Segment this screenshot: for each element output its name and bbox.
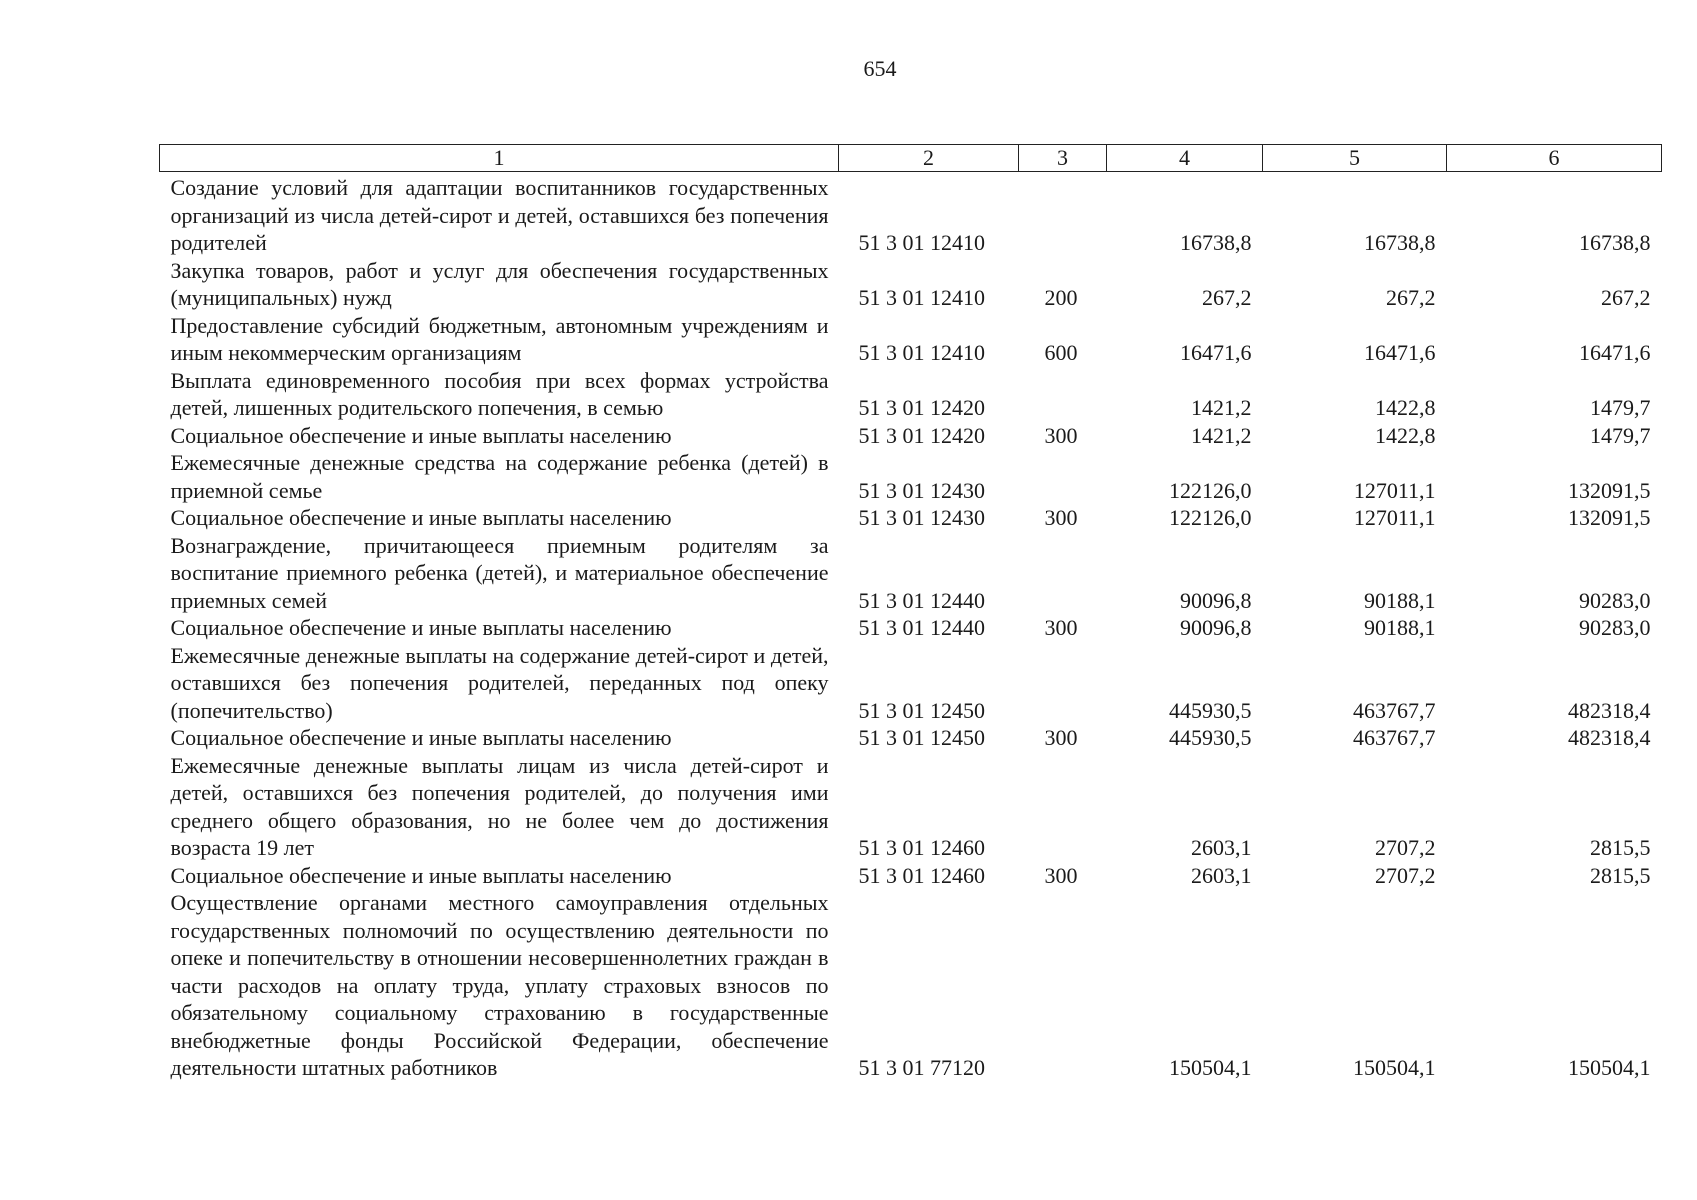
expense-type: 300 xyxy=(1044,725,1078,750)
expense-name: Создание условий для адаптации воспитанников государственных организаций из числа детей-сирот и детей, оставшихся без попечения родителей xyxy=(170,175,829,255)
target-code: 51 3 01 12440 xyxy=(858,615,985,640)
amount-year-2: 16471,6 xyxy=(1364,340,1436,365)
amount-year-1: 445930,5 xyxy=(1169,725,1252,750)
target-code: 51 3 01 77120 xyxy=(858,1055,985,1080)
amount-year-2: 127011,1 xyxy=(1353,505,1436,530)
target-code: 51 3 01 12450 xyxy=(858,697,985,723)
table-row xyxy=(160,889,1662,1082)
amount-year-1: 90096,8 xyxy=(1180,615,1252,640)
table-row xyxy=(160,532,1662,615)
expense-type xyxy=(1019,889,1107,1082)
amount-year-1: 1421,2 xyxy=(1191,422,1252,448)
column-header: 5 xyxy=(1263,145,1447,172)
expense-name: Закупка товаров, работ и услуг для обеспечения государственных (муниципальных) нужд xyxy=(170,257,829,310)
amount-year-2: 463767,7 xyxy=(1353,697,1436,723)
target-code: 51 3 01 12460 xyxy=(858,862,985,888)
amount-year-1: 267,2 xyxy=(1202,285,1252,310)
budget-table xyxy=(159,144,1662,1082)
amount-year-3: 132091,5 xyxy=(1568,477,1651,503)
expense-name: Выплата единовременного пособия при всех формах устройства детей, лишенных родительского попечения, в семью xyxy=(170,367,829,420)
target-code: 51 3 01 12410 xyxy=(858,340,985,365)
target-code: 51 3 01 12430 xyxy=(858,505,985,530)
expense-name: Социальное обеспечение и иные выплаты населению xyxy=(170,422,672,448)
expense-type: 300 xyxy=(1044,615,1078,640)
amount-year-1: 16471,6 xyxy=(1180,340,1252,365)
amount-year-3: 16738,8 xyxy=(1579,230,1651,255)
amount-year-3: 1479,7 xyxy=(1590,422,1651,448)
expense-type xyxy=(1019,172,1107,257)
amount-year-2: 16738,8 xyxy=(1364,230,1436,255)
expense-name: Социальное обеспечение и иные выплаты населению xyxy=(170,505,672,530)
amount-year-1: 122126,0 xyxy=(1169,505,1252,530)
expense-type xyxy=(1019,449,1107,504)
amount-year-3: 2815,5 xyxy=(1590,862,1651,888)
amount-year-1: 16738,8 xyxy=(1180,230,1252,255)
amount-year-3: 132091,5 xyxy=(1568,505,1651,530)
amount-year-3: 1479,7 xyxy=(1590,395,1651,420)
expense-type: 200 xyxy=(1044,285,1078,310)
amount-year-1: 445930,5 xyxy=(1169,697,1252,723)
table-header-row xyxy=(160,145,1662,172)
expense-name: Ежемесячные денежные средства на содержание ребенка (детей) в приемной семье xyxy=(170,450,829,503)
amount-year-2: 127011,1 xyxy=(1353,477,1436,503)
table-row xyxy=(160,422,1662,450)
column-header: 6 xyxy=(1447,145,1662,172)
table-row xyxy=(160,642,1662,725)
column-header: 2 xyxy=(839,145,1019,172)
target-code: 51 3 01 12420 xyxy=(858,422,985,448)
expense-name: Осуществление органами местного самоуправления отдельных государственных полномочий по осуществлению деятельности по опеке и попечительству в отношении несовершеннолетних граждан в части расходов на оплату труда, уплату страховых взносов по обязательному социальному страхованию в государственные внебюджетные фонды Российской Федерации, обеспечение деятельности штатных работников xyxy=(170,890,829,1080)
table-row xyxy=(160,312,1662,367)
target-code: 51 3 01 12430 xyxy=(858,477,985,503)
table-row xyxy=(160,614,1662,642)
expense-name: Социальное обеспечение и иные выплаты населению xyxy=(170,615,672,640)
amount-year-3: 482318,4 xyxy=(1568,725,1651,750)
target-code: 51 3 01 12440 xyxy=(858,587,985,613)
amount-year-2: 1422,8 xyxy=(1375,422,1436,448)
table-row xyxy=(160,862,1662,890)
amount-year-2: 150504,1 xyxy=(1353,1055,1436,1080)
table-row xyxy=(160,504,1662,532)
amount-year-3: 150504,1 xyxy=(1568,1055,1651,1080)
expense-name: Ежемесячные денежные выплаты лицам из числа детей-сирот и детей, оставшихся без попечения родителей, до получения ими среднего общего образования, но не более чем до достижения возраста 19 лет xyxy=(170,752,829,860)
amount-year-2: 463767,7 xyxy=(1353,725,1436,750)
amount-year-1: 150504,1 xyxy=(1169,1055,1252,1080)
table-row xyxy=(160,257,1662,312)
expense-type xyxy=(1019,532,1107,615)
page-number: 654 xyxy=(863,56,897,81)
expense-name: Вознаграждение, причитающееся приемным родителям за воспитание приемного ребенка (детей), и материальное обеспечение приемных семей xyxy=(170,532,829,613)
expense-name: Ежемесячные денежные выплаты на содержание детей-сирот и детей, оставшихся без попечения родителей, переданных под опеку (попечительство) xyxy=(170,642,829,723)
amount-year-2: 1422,8 xyxy=(1375,395,1436,420)
amount-year-3: 16471,6 xyxy=(1579,340,1651,365)
table-row xyxy=(160,449,1662,504)
amount-year-1: 2603,1 xyxy=(1191,835,1252,860)
expense-name: Социальное обеспечение и иные выплаты населению xyxy=(170,725,672,750)
amount-year-2: 2707,2 xyxy=(1375,862,1436,888)
expense-type xyxy=(1019,367,1107,422)
amount-year-3: 90283,0 xyxy=(1579,615,1651,640)
expense-type: 300 xyxy=(1044,422,1078,448)
amount-year-2: 90188,1 xyxy=(1364,587,1436,613)
table-row xyxy=(160,752,1662,862)
expense-name: Социальное обеспечение и иные выплаты населению xyxy=(170,862,672,888)
expense-type: 300 xyxy=(1044,505,1078,530)
amount-year-3: 2815,5 xyxy=(1590,835,1651,860)
target-code: 51 3 01 12410 xyxy=(858,230,985,255)
amount-year-2: 267,2 xyxy=(1386,285,1436,310)
amount-year-3: 90283,0 xyxy=(1579,587,1651,613)
amount-year-1: 90096,8 xyxy=(1180,587,1252,613)
target-code: 51 3 01 12450 xyxy=(858,725,985,750)
amount-year-3: 482318,4 xyxy=(1568,697,1651,723)
target-code: 51 3 01 12420 xyxy=(858,395,985,420)
column-header: 3 xyxy=(1019,145,1107,172)
table-row xyxy=(160,724,1662,752)
amount-year-2: 2707,2 xyxy=(1375,835,1436,860)
column-header: 4 xyxy=(1107,145,1263,172)
expense-type: 300 xyxy=(1044,862,1078,888)
amount-year-2: 90188,1 xyxy=(1364,615,1436,640)
expense-type: 600 xyxy=(1044,340,1078,365)
expense-name: Предоставление субсидий бюджетным, автономным учреждениям и иным некоммерческим организациям xyxy=(170,312,829,365)
table-row xyxy=(160,367,1662,422)
amount-year-1: 122126,0 xyxy=(1169,477,1252,503)
expense-type xyxy=(1019,752,1107,862)
target-code: 51 3 01 12410 xyxy=(858,285,985,310)
expense-type xyxy=(1019,642,1107,725)
target-code: 51 3 01 12460 xyxy=(858,835,985,860)
amount-year-1: 2603,1 xyxy=(1191,862,1252,888)
column-header: 1 xyxy=(160,145,839,172)
amount-year-3: 267,2 xyxy=(1601,285,1651,310)
table-row xyxy=(160,172,1662,257)
amount-year-1: 1421,2 xyxy=(1191,395,1252,420)
